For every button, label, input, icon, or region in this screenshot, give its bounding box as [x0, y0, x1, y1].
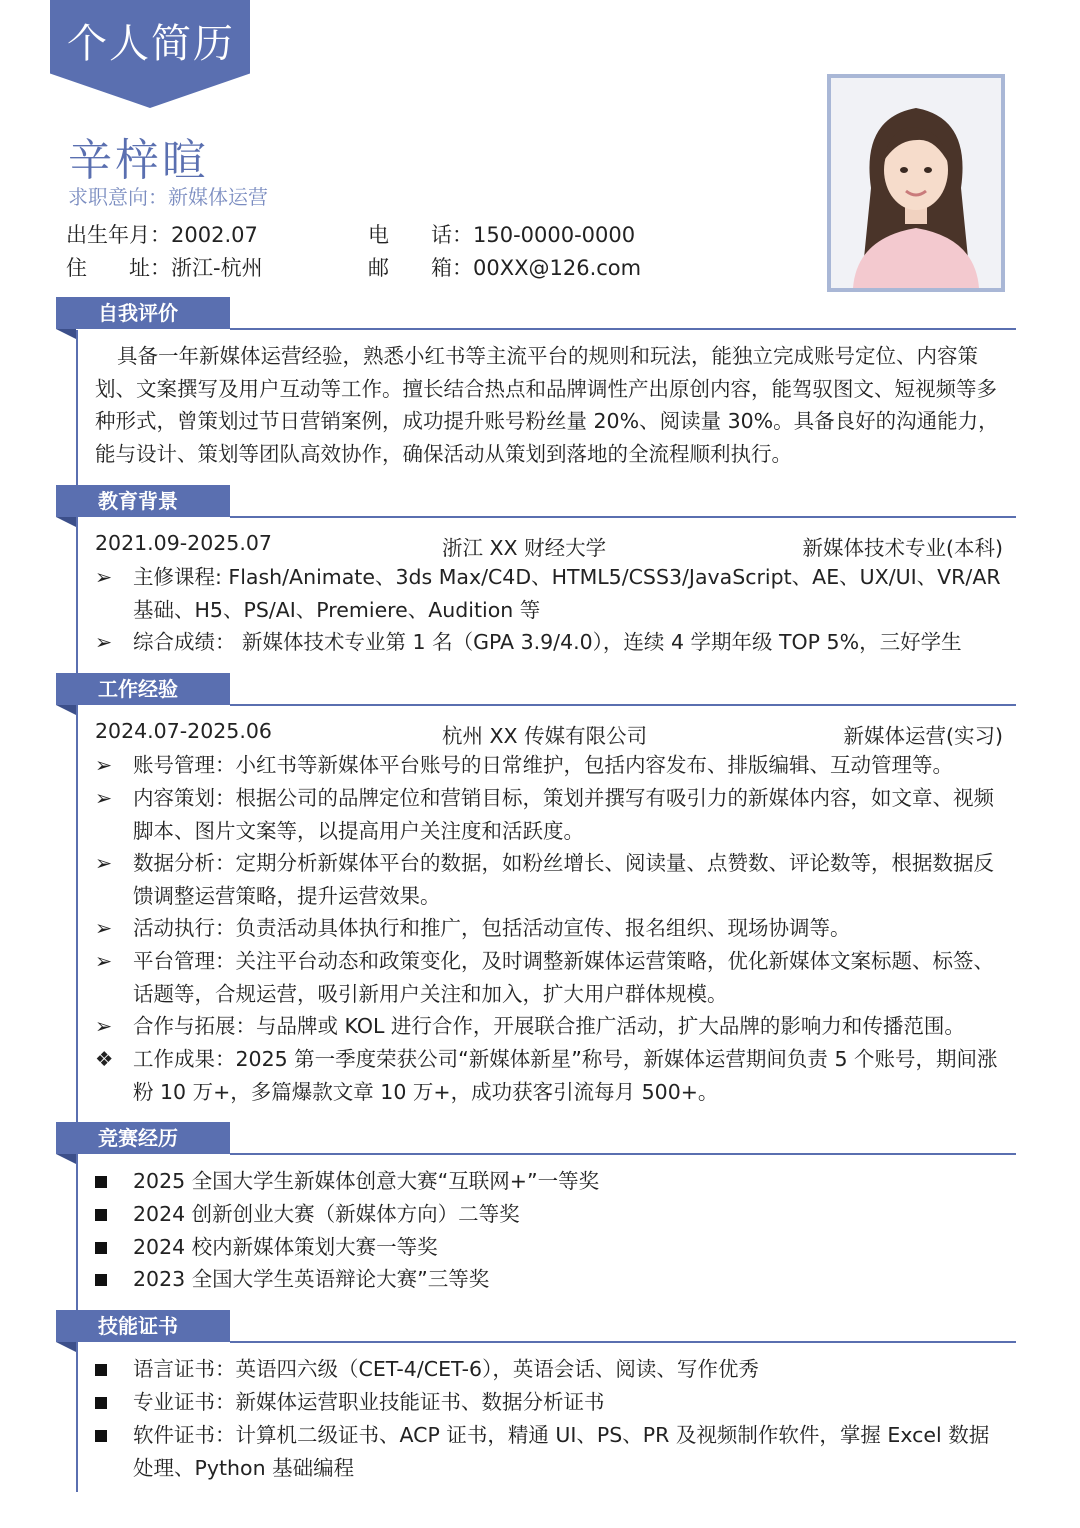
section-header-self-evaluation [56, 297, 1016, 331]
section-title: 工作经验 [56, 673, 230, 705]
certificate-item-text: 语言证书：英语四六级（CET-4/CET-6），英语会话、阅读、写作优秀 [133, 1357, 759, 1381]
arrow-bullet-icon: ➢ [95, 851, 113, 875]
arrow-bullet-icon: ➢ [95, 753, 113, 777]
education-school: 浙江 XX 财经大学 [442, 536, 607, 560]
tab-fold [56, 329, 76, 339]
section-title: 教育背景 [56, 485, 230, 517]
contest-item [95, 1198, 1005, 1231]
section-title: 竞赛经历 [56, 1122, 230, 1154]
section-header-certificates [56, 1310, 1016, 1344]
self-evaluation-text: 具备一年新媒体运营经验，熟悉小红书等主流平台的规则和玩法，能独立完成账号定位、内容策划、文案撰写及用户互动等工作。擅长结合热点和品牌调性产出原创内容，能驾驭图文、短视频等多种形式，曾策划过节日营销案例，成功提升账号粉丝量 20%、阅读量 30%。具备良好的沟通能力，能与设计、策划等团队高效协作，确保活动从策划到落地的全流程顺利执行。 [95, 344, 999, 466]
education-item-text: 主修课程: Flash/Animate、3ds Max/C4D、HTML5/CSS3/JavaScript、AE、UX/UI、VR/AR 基础、H5、PS/AI、Premiere、Audition 等 [133, 565, 1001, 622]
contest-item [95, 1231, 1005, 1264]
work-item [95, 912, 1005, 945]
square-bullet-icon [95, 1430, 107, 1442]
arrow-bullet-icon: ➢ [95, 786, 113, 810]
section-rule [230, 1153, 1016, 1155]
work-item [95, 1010, 1005, 1043]
education-item [95, 561, 1005, 626]
email-value: 00XX@126.com [473, 256, 642, 280]
work-highlight-text: 工作成果：2025 第一季度荣获公司“新媒体新星”称号，新媒体运营期间负责 5 个账号，期间涨粉 10 万+，多篇爆款文章 10 万+，成功获客引流每月 500+。 [133, 1047, 998, 1104]
tab-fold [56, 517, 76, 527]
education-date: 2021.09-2025.07 [95, 531, 272, 555]
arrow-bullet-icon: ➢ [95, 949, 113, 973]
tab-fold [56, 1342, 76, 1352]
certificate-item-text: 软件证书：计算机二级证书、ACP 证书，精通 UI、PS、PR 及视频制作软件，掌握 Excel 数据处理、Python 基础编程 [133, 1423, 990, 1480]
contest-item [95, 1263, 1005, 1296]
certificate-item-text: 专业证书：新媒体运营职业技能证书、数据分析证书 [133, 1390, 605, 1414]
birth-value: 2002.07 [171, 223, 258, 247]
education-item-text: 综合成绩： 新媒体技术专业第 1 名（GPA 3.9/4.0），连续 4 学期年级 TOP 5%，三好学生 [133, 630, 962, 654]
work-date: 2024.07-2025.06 [95, 719, 272, 743]
work-company: 杭州 XX 传媒有限公司 [442, 724, 648, 748]
work-role: 新媒体运营(实习) [843, 724, 1003, 748]
square-bullet-icon [95, 1397, 107, 1409]
phone-value: 150-0000-0000 [473, 223, 636, 247]
birth-info [66, 219, 258, 249]
address-label: 住 址： [66, 256, 171, 280]
profile-photo [827, 74, 1005, 292]
section-rule [230, 1341, 1016, 1343]
phone-info [368, 219, 635, 249]
banner-title: 个人简历 [67, 21, 235, 67]
portrait-illustration [831, 78, 1001, 288]
address-info [66, 252, 263, 282]
phone-label: 电 话： [368, 223, 473, 247]
birth-label: 出生年月： [66, 223, 171, 247]
certificate-item [95, 1353, 1005, 1386]
work-item [95, 847, 1005, 912]
square-bullet-icon [95, 1364, 107, 1376]
arrow-bullet-icon: ➢ [95, 630, 113, 654]
section-rule [230, 704, 1016, 706]
square-bullet-icon [95, 1242, 107, 1254]
contest-item-text: 2025 全国大学生新媒体创意大赛“互联网+”一等奖 [133, 1169, 600, 1193]
square-bullet-icon [95, 1209, 107, 1221]
work-item-text: 数据分析：定期分析新媒体平台的数据，如粉丝增长、阅读量、点赞数、评论数等，根据数据反馈调整运营策略，提升运营效果。 [133, 851, 994, 908]
section-header-work [56, 673, 1016, 707]
work-item-text: 平台管理：关注平台动态和政策变化，及时调整新媒体运营策略，优化新媒体文案标题、标签、话题等，合规运营，吸引新用户关注和加入，扩大用户群体规模。 [133, 949, 994, 1006]
email-label: 邮 箱： [368, 256, 473, 280]
email-info [368, 252, 641, 282]
education-major: 新媒体技术专业(本科) [802, 536, 1003, 560]
work-item-text: 内容策划：根据公司的品牌定位和营销目标，策划并撰写有吸引力的新媒体内容，如文章、视频脚本、图片文案等，以提高用户关注度和活跃度。 [133, 786, 994, 843]
tab-fold [56, 705, 76, 715]
address-value: 浙江-杭州 [171, 256, 263, 280]
section-title: 自我评价 [56, 297, 230, 329]
arrow-bullet-icon: ➢ [95, 916, 113, 940]
certificate-item [95, 1419, 1005, 1484]
section-header-contest [56, 1122, 1016, 1156]
section-rule [230, 328, 1016, 330]
work-item [95, 782, 1005, 847]
certificate-item [95, 1386, 1005, 1419]
contest-item-text: 2023 全国大学生英语辩论大赛”三等奖 [133, 1267, 490, 1291]
education-item [95, 626, 1005, 659]
candidate-name: 辛梓暄 [68, 135, 209, 186]
job-intent: 求职意向：新媒体运营 [68, 185, 268, 209]
work-item [95, 749, 1005, 782]
work-highlight [95, 1043, 1005, 1108]
arrow-bullet-icon: ➢ [95, 1014, 113, 1038]
contest-item [95, 1165, 1005, 1198]
tab-fold [56, 1154, 76, 1164]
square-bullet-icon [95, 1176, 107, 1188]
section-title: 技能证书 [56, 1310, 230, 1342]
work-item-text: 合作与拓展：与品牌或 KOL 进行合作，开展联合推广活动，扩大品牌的影响力和传播范围。 [133, 1014, 965, 1038]
work-item-text: 活动执行：负责活动具体执行和推广，包括活动宣传、报名组织、现场协调等。 [133, 916, 851, 940]
work-item-text: 账号管理：小红书等新媒体平台账号的日常维护，包括内容发布、排版编辑、互动管理等。 [133, 753, 953, 777]
contest-item-text: 2024 校内新媒体策划大赛一等奖 [133, 1235, 438, 1259]
arrow-bullet-icon: ➢ [95, 565, 113, 589]
section-rule [230, 516, 1016, 518]
work-item [95, 945, 1005, 1010]
section-header-education [56, 485, 1016, 519]
diamond-bullet-icon: ❖ [95, 1047, 114, 1071]
contest-item-text: 2024 创新创业大赛（新媒体方向）二等奖 [133, 1202, 520, 1226]
square-bullet-icon [95, 1274, 107, 1286]
